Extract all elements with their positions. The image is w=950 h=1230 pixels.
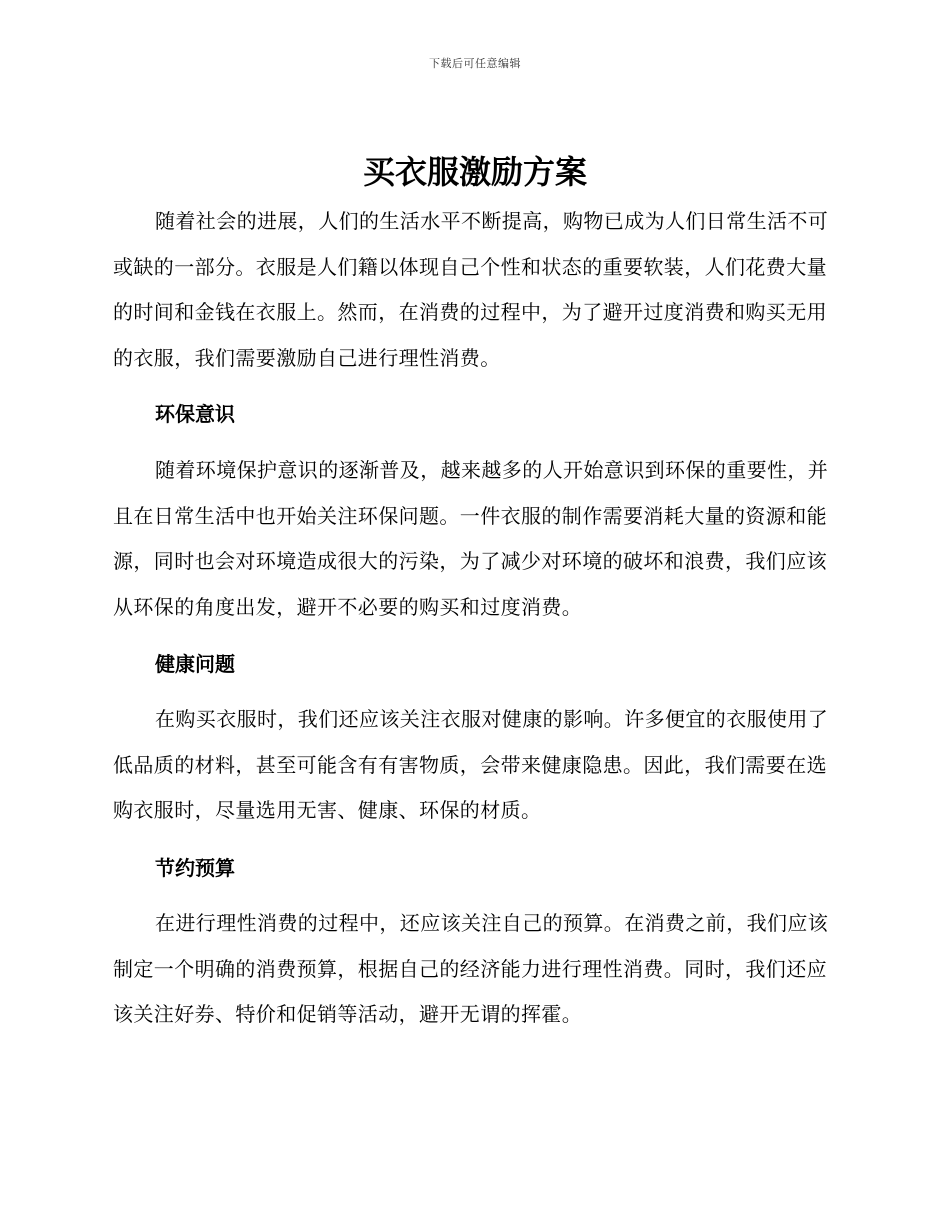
document-title: 买衣服激励方案 xyxy=(362,153,587,191)
section-body-health: 在购买衣服时，我们还应该关注衣服对健康的影响。许多便宜的衣服使用了低品质的材料，甚至可能含有有害物质，会带来健康隐患。因此，我们需要在选购衣服时，尽量选用无害、健康、环保的材质。 xyxy=(113,707,829,822)
section-heading-health: 健康问题 xyxy=(155,652,235,676)
section-body-budget: 在进行理性消费的过程中，还应该关注自己的预算。在消费之前，我们应该制定一个明确的消费预算，根据自己的经济能力进行理性消费。同时，我们还应该关注好券、特价和促销等活动，避开无谓的挥霍。 xyxy=(113,911,829,1026)
intro-paragraph: 随着社会的进展，人们的生活水平不断提高，购物已成为人们日常生活不可或缺的一部分。衣服是人们籍以体现自己个性和状态的重要软装，人们花费大量的时间和金钱在衣服上。然而，在消费的过程中，为了避开过度消费和购买无用的衣服，我们需要激励自己进行理性消费。 xyxy=(113,209,829,370)
page-header: 下载后可任意编辑 xyxy=(429,57,521,70)
section-heading-environment: 环保意识 xyxy=(155,402,235,426)
section-heading-budget: 节约预算 xyxy=(155,856,235,880)
section-body-environment: 随着环境保护意识的逐渐普及，越来越多的人开始意识到环保的重要性，并且在日常生活中也开始关注环保问题。一件衣服的制作需要消耗大量的资源和能源，同时也会对环境造成很大的污染，为了减少对环境的破坏和浪费，我们应该从环保的角度出发，避开不必要的购买和过度消费。 xyxy=(113,458,829,619)
